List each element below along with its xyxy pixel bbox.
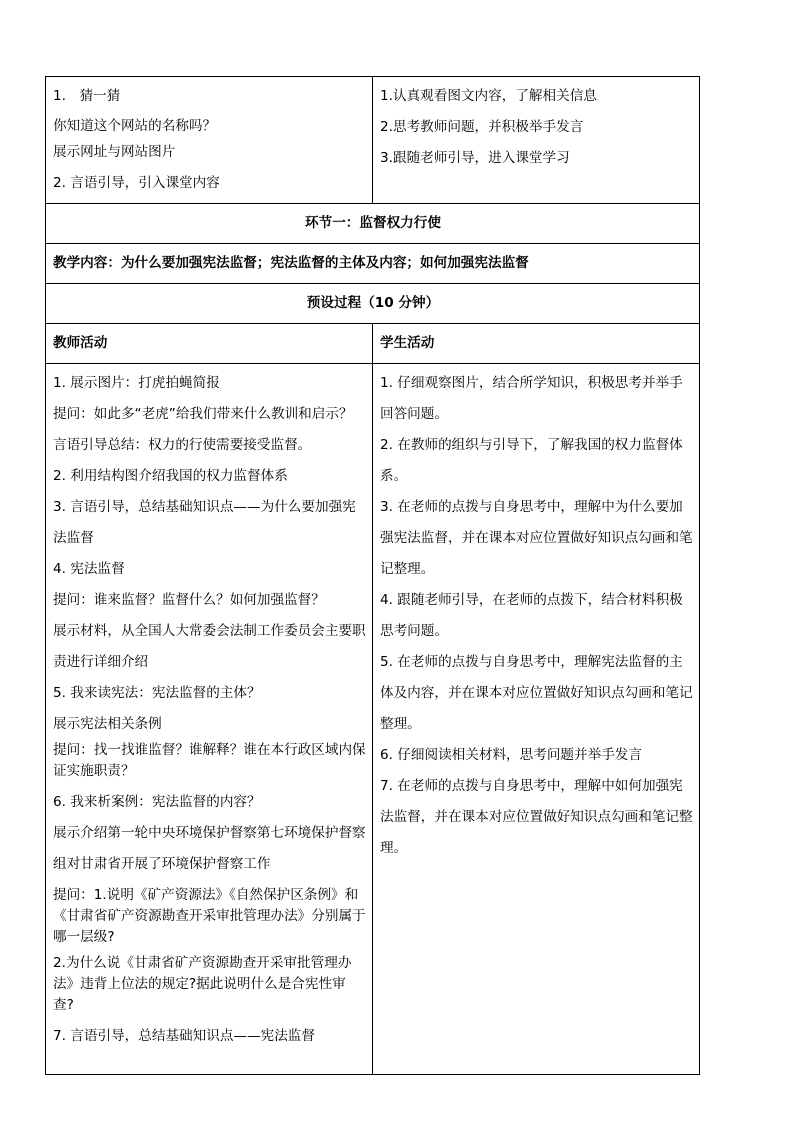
teacher-activity-header: 教师活动	[46, 324, 373, 364]
teacher-activity-line: 2. 利用结构图介绍我国的权力监督体系	[53, 468, 288, 484]
section-content: 教学内容：为什么要加强宪法监督；宪法监督的主体及内容；如何加强宪法监督	[46, 244, 700, 284]
student-activity-line: 6. 仔细阅读相关材料，思考问题并举手发言	[380, 747, 642, 763]
lesson-plan-table	[45, 76, 700, 1075]
intro-teacher-line: 2. 言语引导，引入课堂内容	[53, 175, 220, 191]
activities-row	[46, 364, 700, 1075]
intro-teacher-line: 1. 猜一猜	[53, 88, 121, 104]
student-activity-line: 2. 在教师的组织与引导下，了解我国的权力监督体系。	[380, 437, 683, 484]
teacher-activity-line: 提问：找一找谁监督？谁解释？谁在本行政区域内保证实施职责？	[53, 742, 366, 779]
section-content-row	[46, 244, 700, 284]
teacher-activity-line: 展示宪法相关条例	[53, 716, 162, 732]
intro-teacher-line: 你知道这个网站的名称吗？	[53, 118, 217, 134]
student-activity-line: 4. 跟随老师引导，在老师的点拨下，结合材料积极思考问题。	[380, 592, 683, 639]
teacher-activity-line: 言语引导总结：权力的行使需要接受监督。	[53, 437, 312, 453]
teacher-activity-line: 展示材料，从全国人大常委会法制工作委员会主要职责进行详细介绍	[53, 623, 366, 670]
teacher-activities-cell	[46, 364, 373, 1075]
process-title: 预设过程（10 分钟）	[46, 284, 700, 324]
student-activities-cell	[373, 364, 700, 1075]
student-activity-line: 1. 仔细观察图片，结合所学知识，积极思考并举手回答问题。	[380, 375, 683, 422]
header-row	[46, 324, 700, 364]
student-activity-line: 5. 在老师的点拨与自身思考中，理解宪法监督的主体及内容，并在课本对应位置做好知识点勾画和笔记整理。	[380, 654, 693, 732]
intro-student-line: 2.思考教师问题，并积极举手发言	[380, 119, 584, 135]
student-activity-line: 3. 在老师的点拨与自身思考中，理解中为什么要加强宪法监督，并在课本对应位置做好知识点勾画和笔记整理。	[380, 499, 693, 577]
intro-student-line: 1.认真观看图文内容，了解相关信息	[380, 88, 597, 104]
teacher-activity-line: 3. 言语引导，总结基础知识点——为什么要加强宪法监督	[53, 499, 356, 546]
teacher-activity-line: 5. 我来读宪法：宪法监督的主体？	[53, 685, 261, 701]
intro-student-cell	[373, 77, 700, 204]
teacher-activity-line: 展示介绍第一轮中央环境保护督察第七环境保护督察组对甘肃省开展了环境保护督察工作	[53, 825, 366, 872]
teacher-activity-line: 6. 我来析案例：宪法监督的内容？	[53, 794, 261, 810]
student-activity-line: 7. 在老师的点拨与自身思考中，理解中如何加强宪法监督，并在课本对应位置做好知识点勾画和笔记整理。	[380, 778, 693, 856]
intro-teacher-cell	[46, 77, 373, 204]
teacher-activity-line: 提问：谁来监督？监督什么？如何加强监督？	[53, 592, 325, 608]
teacher-activity-line: 4. 宪法监督	[53, 561, 125, 577]
teacher-activity-line: 7. 言语引导，总结基础知识点——宪法监督	[53, 1028, 315, 1044]
process-row	[46, 284, 700, 324]
teacher-activity-line: 1. 展示图片：打虎拍蝇简报	[53, 375, 220, 391]
intro-teacher-line: 展示网址与网站图片	[53, 144, 176, 160]
section-title-row	[46, 204, 700, 244]
teacher-activity-line: 2.为什么说《甘肃省矿产资源勘查开采审批管理办法》违背上位法的规定?据此说明什么是合宪性审查?	[53, 955, 352, 1013]
teacher-activity-line: 提问：如此多“老虎”给我们带来什么教训和启示？	[53, 406, 353, 422]
intro-student-line: 3.跟随老师引导，进入课堂学习	[380, 150, 570, 166]
section-title: 环节一：监督权力行使	[46, 204, 700, 244]
intro-row	[46, 77, 700, 204]
teacher-activity-line: 提问：1.说明《矿产资源法》《自然保护区条例》和《甘肃省矿产资源勘查开采审批管理办法》分别属于哪一层级?	[53, 887, 366, 945]
student-activity-header: 学生活动	[373, 324, 700, 364]
